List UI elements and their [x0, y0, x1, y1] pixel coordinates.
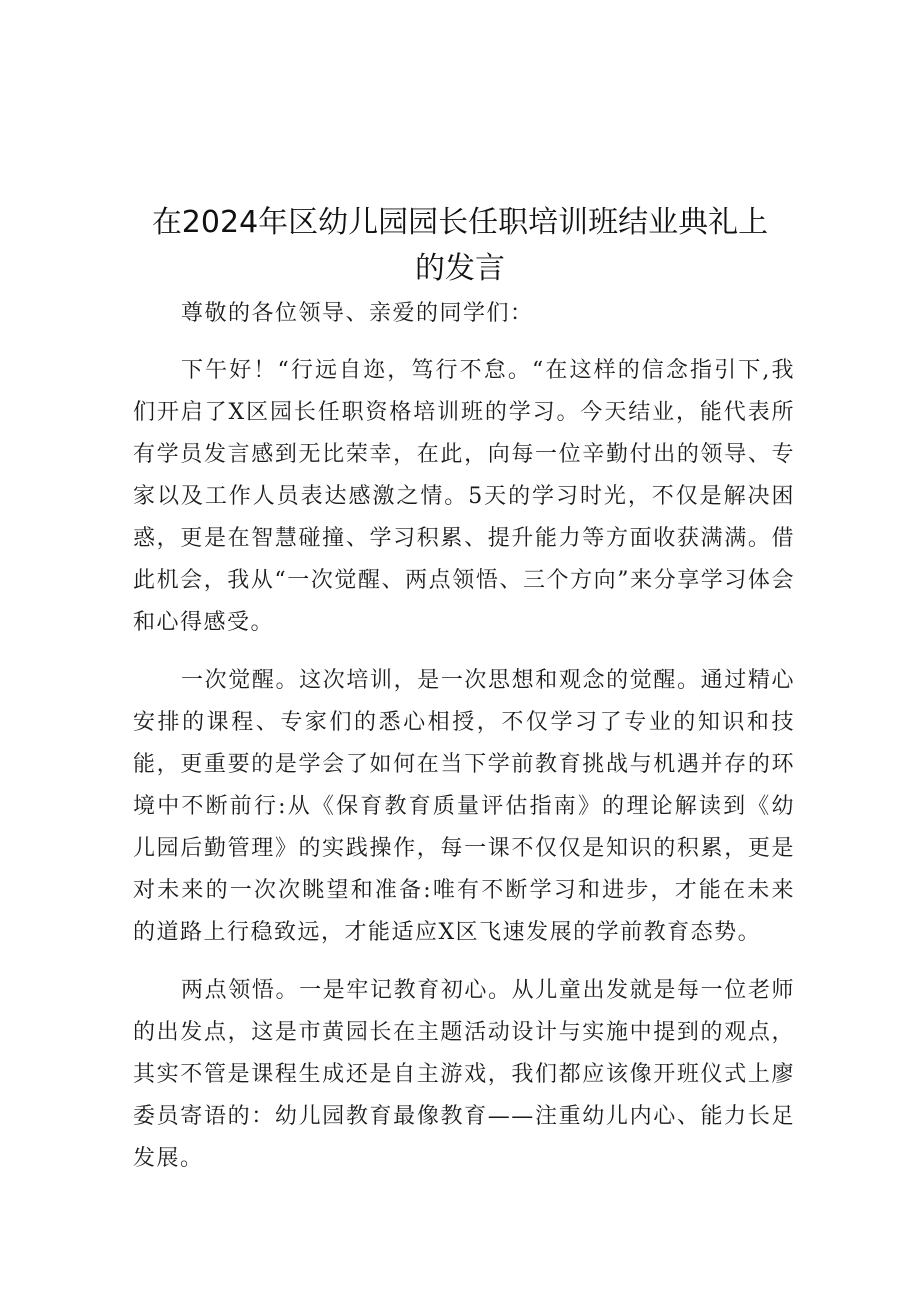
document-title	[120, 200, 800, 292]
title-line-1: 在2024年区幼儿园园长任职培训班结业典礼上	[151, 205, 769, 240]
paragraph-insights: 两点领悟。一是牢记教育初心。从儿童出发就是每一位老师的出发点，这是市黄园长在主题活动设计与实施中提到的观点，其实不管是课程生成还是自主游戏，我们都应该像开班仪式上廖委员寄语的：幼儿园教育最像教育——注重幼儿内心、能力长足发展。	[133, 978, 795, 1171]
paragraph-greeting: 下午好！“行远自迩，笃行不怠。“在这样的信念指引下,我们开启了X区园长任职资格培训班的学习。今天结业，能代表所有学员发言感到无比荣幸，在此，向每一位辛勤付出的领导、专家以及工作人员表达感激之情。5天的学习时光，不仅是解决困惑，更是在智慧碰撞、学习积累、提升能力等方面收获满满。借此机会，我从“一次觉醒、两点领悟、三个方向”来分享学习体会和心得感受。	[133, 358, 795, 635]
document-body	[133, 296, 795, 1196]
paragraph-awakening: 一次觉醒。这次培训，是一次思想和观念的觉醒。通过精心安排的课程、专家们的悉心相授，不仅学习了专业的知识和技能，更重要的是学会了如何在当下学前教育挑战与机遇并存的环境中不断前行:从《保育教育质量评估指南》的理论解读到《幼儿园后勤管理》的实践操作，每一课不仅仅是知识的积累，更是对未来的一次次眺望和准备:唯有不断学习和进步，才能在未来的道路上行稳致远，才能适应X区飞速发展的学前教育态势。	[133, 668, 795, 945]
salutation: 尊敬的各位领导、亲爱的同学们：	[181, 301, 534, 326]
title-line-2: 的发言	[415, 251, 505, 286]
